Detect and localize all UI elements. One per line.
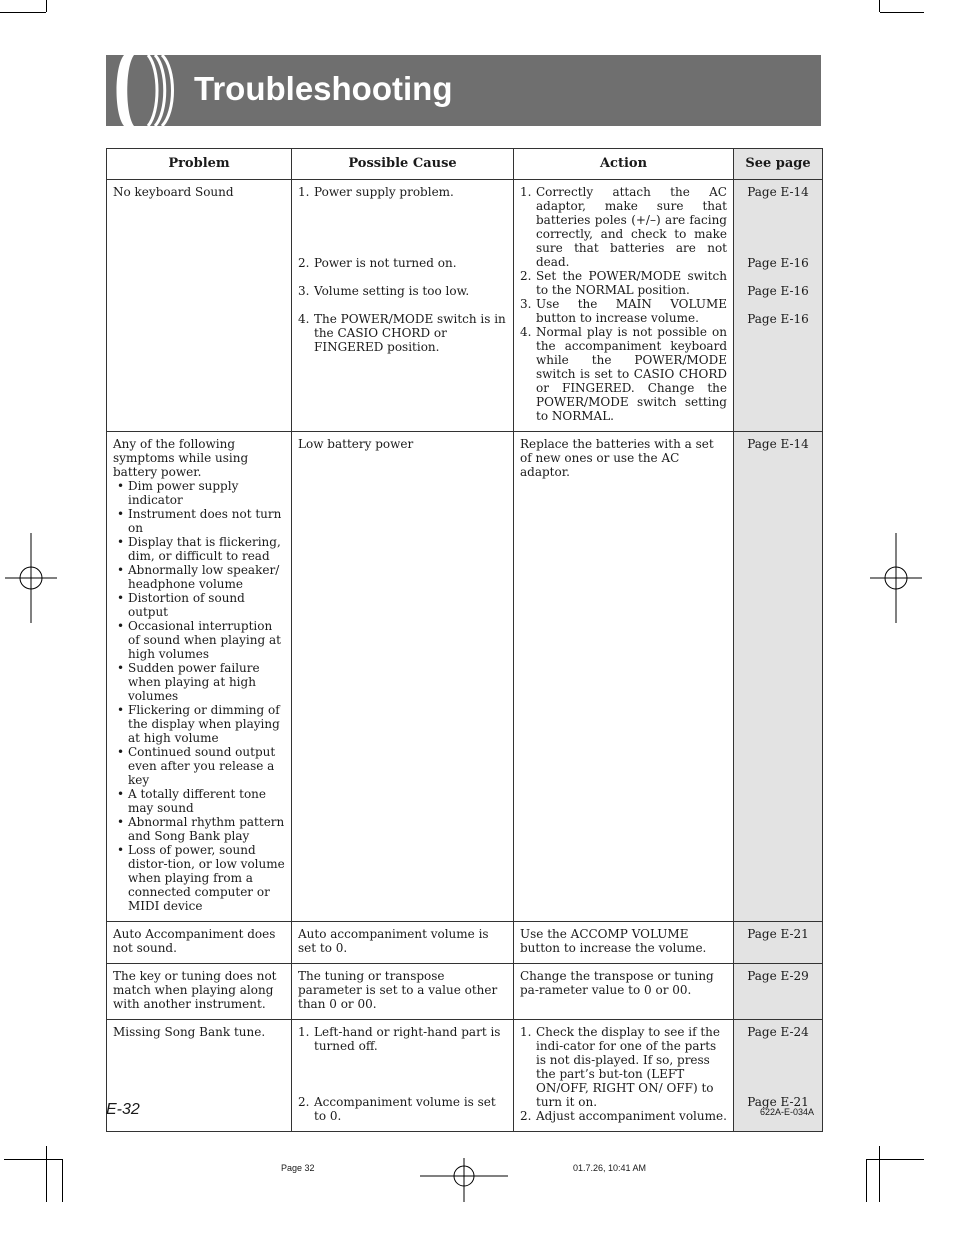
list-item: • Abnormally low speaker/ headphone volume bbox=[116, 563, 280, 591]
list-item: • Display that is flickering, dim, or difficult to read bbox=[116, 535, 281, 563]
list-item: 4. Normal play is not possible on the accompaniment keyboard while the POWER/MODE switch is set to CASIO CHORD or FINGERED. Change the POWER/MODE switch setting to NORMAL. bbox=[520, 325, 727, 423]
list-item: • Sudden power failure when playing at high volumes bbox=[116, 661, 260, 703]
cause-cell: Low battery power bbox=[292, 432, 514, 922]
list-item: 1. Left-hand or right-hand part is turned off. bbox=[298, 1025, 501, 1053]
action-cell bbox=[514, 180, 734, 432]
crop-mark bbox=[46, 0, 47, 12]
list-item: 1. Power supply problem. bbox=[298, 185, 454, 199]
list-item: 1. Check the display to see if the indi-cator for one of the parts is not dis-played. If so, press the part’s but-ton (LEFT ON/OFF, RIGHT ON/ OFF) to turn it on. bbox=[520, 1025, 721, 1109]
list-item: • Loss of power, sound distor-tion, or low volume when playing from a connected computer or MIDI device bbox=[116, 843, 285, 913]
list-item: • Dim power supply indicator bbox=[116, 479, 239, 507]
cause-cell bbox=[292, 180, 514, 432]
registration-mark-bottom bbox=[420, 1158, 508, 1202]
list-item: 2. Power is not turned on. bbox=[298, 256, 457, 270]
table-row bbox=[107, 180, 823, 432]
crop-mark bbox=[46, 1146, 47, 1202]
header-problem: Problem bbox=[107, 149, 292, 180]
see-page-cell: Page E-24 Page E-21 bbox=[734, 1020, 823, 1132]
page-number: E-32 bbox=[106, 1101, 140, 1118]
troubleshooting-table bbox=[106, 148, 823, 1132]
crop-mark bbox=[880, 12, 924, 13]
crop-mark bbox=[879, 1146, 880, 1202]
page-title: Troubleshooting bbox=[194, 70, 453, 107]
list-item: • Distortion of sound output bbox=[116, 591, 245, 619]
list-item: 2. Adjust accompaniment volume. bbox=[520, 1109, 727, 1123]
list-item: • Flickering or dimming of the display when playing at high volume bbox=[116, 703, 280, 745]
action-cell: Replace the batteries with a set of new ones or use the AC adaptor. bbox=[514, 432, 734, 922]
list-item: • Occasional interruption of sound when playing at high volumes bbox=[116, 619, 281, 661]
header-cause: Possible Cause bbox=[292, 149, 514, 180]
table-row bbox=[107, 1020, 823, 1132]
list-item: 2. Set the POWER/MODE switch to the NORMAL position. bbox=[520, 269, 727, 297]
header-see-page: See page bbox=[734, 149, 823, 180]
problem-cell: No keyboard Sound bbox=[107, 180, 292, 432]
action-cell: Change the transpose or tuning pa-rameter value to 0 or 00. bbox=[514, 964, 734, 1020]
header-action: Action bbox=[514, 149, 734, 180]
registration-mark-left bbox=[5, 533, 57, 623]
list-item: 1. Correctly attach the AC adaptor, make sure that batteries poles (+/–) are facing correctly, and check to make sure that batteries are not dead. bbox=[520, 185, 727, 269]
see-page-cell: Page E-21 bbox=[734, 922, 823, 964]
problem-cell: Any of the following symptoms while using battery power. • Dim power supply indicator • Instrument does not turn on • Display that is flickering, dim, or difficult to read • Abnormally low speaker/ headphone volume • Distortion of sound output • Occasional interruption of sound when playing at high volumes • Sudden power failure when playing at high volumes • Flickering or dimming of the display when playing at high volume • Continued sound output even after you release a key • A totally different tone may sound • Abnormal rhythm pattern and Song Bank play • Loss of power, sound distor-tion, or low volume when playing from a connected computer or MIDI device bbox=[107, 432, 292, 922]
action-cell bbox=[514, 1020, 734, 1132]
see-page-cell: Page E-29 bbox=[734, 964, 823, 1020]
cause-cell: The tuning or transpose parameter is set to a value other than 0 or 00. bbox=[292, 964, 514, 1020]
problem-cell: The key or tuning does not match when playing along with another instrument. bbox=[107, 964, 292, 1020]
list-item: • Abnormal rhythm pattern and Song Bank play bbox=[116, 815, 285, 843]
slug-date-label: 01.7.26, 10:41 AM bbox=[573, 1163, 647, 1173]
cause-cell: Auto accompaniment volume is set to 0. bbox=[292, 922, 514, 964]
list-item: • Instrument does not turn on bbox=[116, 507, 282, 535]
crop-mark bbox=[0, 12, 46, 13]
see-page-cell: Page E-14 Page E-16 Page E-16 Page E-16 bbox=[734, 180, 823, 432]
list-item: • Continued sound output even after you release a key bbox=[116, 745, 276, 787]
slug-page-label: Page 32 bbox=[281, 1163, 315, 1173]
list-item: 4. The POWER/MODE switch is in the CASIO CHORD or FINGERED position. bbox=[298, 312, 506, 354]
crop-mark bbox=[866, 1159, 924, 1160]
cause-cell bbox=[292, 1020, 514, 1132]
list-item: 2. Accompaniment volume is set to 0. bbox=[298, 1095, 496, 1123]
list-item: 3. Volume setting is too low. bbox=[298, 284, 470, 298]
registration-mark-right bbox=[870, 533, 922, 623]
list-item: • A totally different tone may sound bbox=[116, 787, 266, 815]
problem-cell: Auto Accompaniment does not sound. bbox=[107, 922, 292, 964]
table-row bbox=[107, 964, 823, 1020]
document-code: 622A-E-034A bbox=[760, 1107, 815, 1117]
crop-mark bbox=[879, 0, 880, 12]
crop-mark bbox=[4, 1159, 62, 1160]
see-page-cell: Page E-14 bbox=[734, 432, 823, 922]
header-banner bbox=[106, 55, 821, 126]
table-row bbox=[107, 432, 823, 922]
crop-mark bbox=[62, 1159, 63, 1202]
problem-cell: Missing Song Bank tune. bbox=[107, 1020, 292, 1132]
crop-mark bbox=[866, 1159, 867, 1202]
table-row bbox=[107, 922, 823, 964]
list-item: 3. Use the MAIN VOLUME button to increase volume. bbox=[520, 297, 727, 325]
action-cell: Use the ACCOMP VOLUME button to increase the volume. bbox=[514, 922, 734, 964]
bracket-decoration-icon bbox=[112, 55, 184, 126]
table-header-row bbox=[107, 149, 823, 180]
